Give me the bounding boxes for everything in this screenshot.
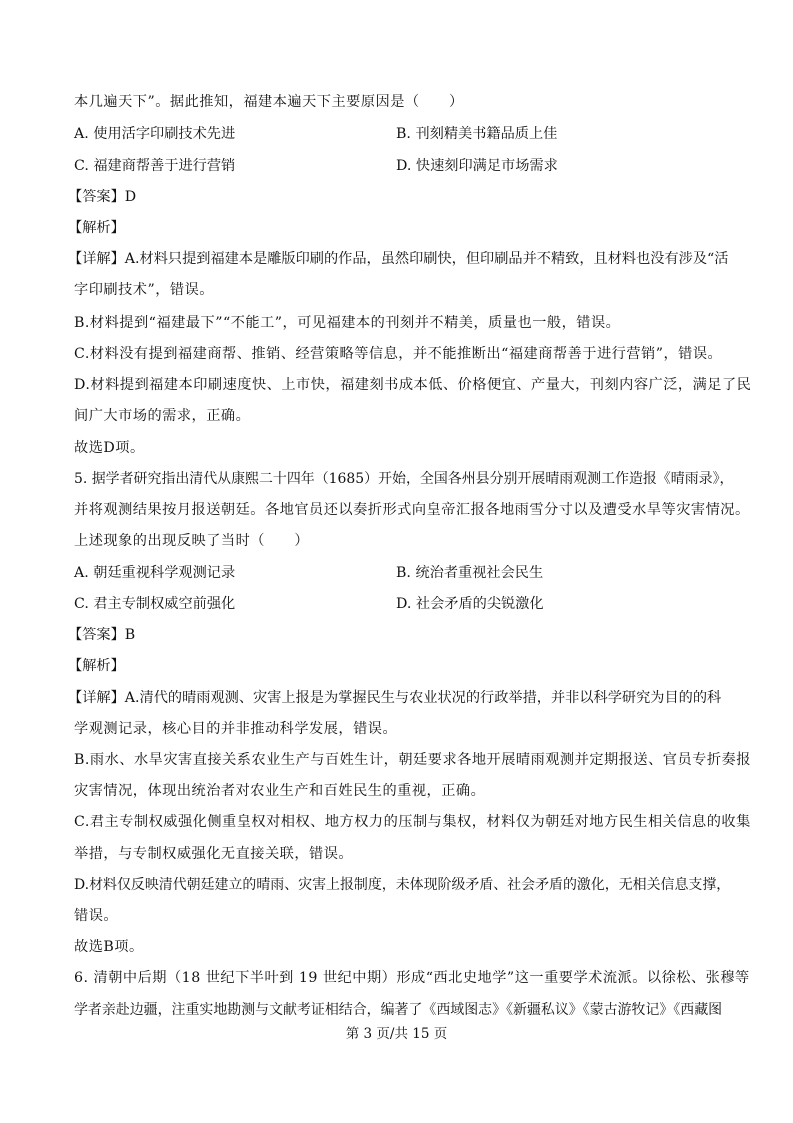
q5-detail-line: 灾害情况，体现出统治者对农业生产和百姓民生的重视，正确。 xyxy=(74,783,486,799)
q4-detail-line: 间广大市场的需求，正确。 xyxy=(74,408,251,424)
q5-detail-line: 错误。 xyxy=(74,908,119,924)
q4-stem-tail: 本几遍天下”。据此推知，福建本遍天下主要原因是（ ） xyxy=(74,94,464,110)
q4-conclusion: 故选D项。 xyxy=(74,440,145,456)
q5-detail-line: C.君主专制权威强化侧重皇权对相权、地方权力的压制与集权，材料仅为朝廷对地方民生相关信息的收集 xyxy=(74,814,751,830)
q5-analysis-label: 【解析】 xyxy=(68,658,125,674)
q5-detail-line: 【详解】A.清代的晴雨观测、灾害上报是为掌握民生与农业状况的行政举措，并非以科学研究为目的的科 xyxy=(68,690,722,706)
q5-detail-line: 举措，与专制权威强化无直接关联，错误。 xyxy=(74,846,354,862)
q5-detail-line: 学观测记录，核心目的并非推动科学发展，错误。 xyxy=(74,721,398,737)
q4-detail-line: 字印刷技术”，错误。 xyxy=(74,282,214,298)
q4-option-d: D. 快速刻印满足市场需求 xyxy=(396,158,558,174)
q4-detail-line: C.材料没有提到福建商帮、推销、经营策略等信息，并不能推断出“福建商帮善于进行营销”，错误。 xyxy=(74,346,723,362)
q4-detail-line: 【详解】A.材料只提到福建本是雕版印刷的作品，虽然印刷快，但印刷品并不精致，且材料也没有涉及“活 xyxy=(68,251,729,267)
q4-detail-line: B.材料提到“福建最下”“不能工”，可见福建本的刊刻并不精美，质量也一般，错误。 xyxy=(74,315,621,331)
q4-analysis-label: 【解析】 xyxy=(68,220,125,236)
q4-option-a: A. 使用活字印刷技术先进 xyxy=(74,126,236,142)
q5-stem-line: 5. 据学者研究指出清代从康熙二十四年（1685）开始，全国各州县分别开展晴雨观测工作造报《晴雨录》， xyxy=(74,471,734,487)
q6-stem-line: 6. 清朝中后期（18 世纪下半叶到 19 世纪中期）形成“西北史地学”这一重要学术流派。以徐松、张穆等 xyxy=(74,970,750,986)
q5-stem-line: 上述现象的出现反映了当时（ ） xyxy=(74,533,310,549)
page-number: 第 3 页/共 15 页 xyxy=(345,1026,448,1042)
q6-stem-line: 学者亲赴边疆，注重实地勘测与文献考证相结合，编著了《西域图志》《新疆私议》《蒙古游牧记》《西藏图 xyxy=(74,1002,723,1018)
q5-option-b: B. 统治者重视社会民生 xyxy=(396,565,544,581)
q5-answer: 【答案】B xyxy=(68,627,136,643)
q5-option-a: A. 朝廷重视科学观测记录 xyxy=(74,565,236,581)
q5-detail-line: B.雨水、水旱灾害直接关系农业生产与百姓生计，朝廷要求各地开展晴雨观测并定期报送、官员专折奏报 xyxy=(74,752,751,768)
q4-answer: 【答案】D xyxy=(68,189,137,205)
q5-detail-line: D.材料仅反映清代朝廷建立的晴雨、灾害上报制度，未体现阶级矛盾、社会矛盾的激化，无相关信息支撑， xyxy=(74,877,731,893)
q5-option-d: D. 社会矛盾的尖锐激化 xyxy=(396,596,544,612)
q5-conclusion: 故选B项。 xyxy=(74,939,144,955)
q4-option-c: C. 福建商帮善于进行营销 xyxy=(74,158,236,174)
q5-option-c: C. 君主专制权威空前强化 xyxy=(74,596,236,612)
q4-option-b: B. 刊刻精美书籍品质上佳 xyxy=(396,126,558,142)
q4-detail-line: D.材料提到福建本印刷速度快、上市快，福建刻书成本低、价格便宜、产量大，刊刻内容广泛，满足了民 xyxy=(74,377,752,393)
q5-stem-line: 并将观测结果按月报送朝廷。各地官员还以奏折形式向皇帝汇报各地雨雪分寸以及遭受水旱等灾害情况。 xyxy=(74,502,750,518)
